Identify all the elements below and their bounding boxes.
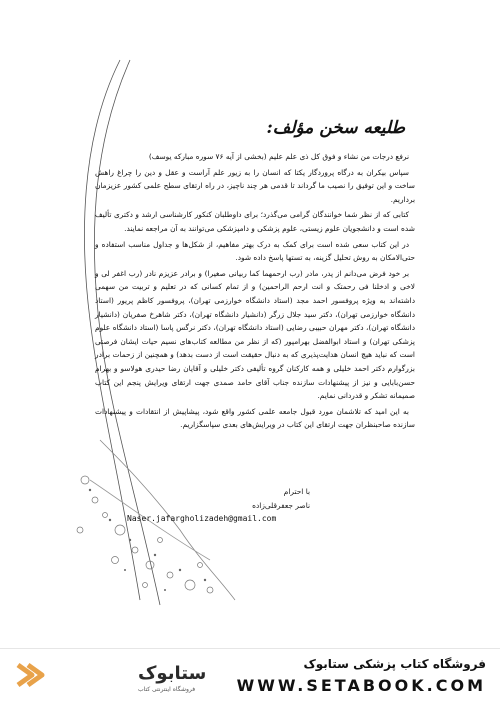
paragraph: کتابی که از نظر شما خوانندگان گرامی می‌گذرد؛ برای داوطلبان کنکور کارشناسی ارشد و دکتری تألیف شده است و دانشجویان علوم زیستی، علوم پزشکی و دامپزشکی می‌توانند به آن مراجعه نمایند. bbox=[95, 210, 415, 233]
paragraph: بر خود فرض می‌دانم از پدر، مادر (رب ارحمهما کما ربیانی صغیرا) و برادر عزیزم نادر (رب اغفر لی و لاخی و ادخلنا فی رحمتک و انت ارحم الراحمین) و از تمام کسانی که در تعلیم و تربیت من سهمی داشته‌اند به ویژه پروفسور احمد مجد (استاد دانشگاه خوارزمی تهران)، پروفسور کاظم پریور (استاد دانشگاه خوارزمی تهران)، دکتر سید جلال زرگر (دانشیار دانشگاه تهران)، دکتر شاهرخ صفریان (دانشیار دانشگاه تهران)، دکتر مهران حبیبی رضایی (استاد دانشگاه تهران)، دکتر نرگس پاسا (استاد دانشگاه علوم پزشکی تهران) و استاد ابوالفضل بهرامپور (که از نظر من مطالعه کتاب‌های نسیم حیات ایشان فرصتی است که نباید هیچ انسان هدایت‌پذیری که به دنبال حقیقت است از دست بدهد) و همچنین از زحمات برادر بزرگوارم دکتر احمد خلیلی و همه کارکنان گروه تألیفی دکتر خلیلی و آقایان رضا حیدری هولاسو و بهرام حسن‌بابایی و نیز از پیشنهادات سازنده جناب آقای حامد صمدی جهت ارتقای ویرایش پنجم این کتاب صمیمانه تشکر و قدردانی نمایم. bbox=[95, 268, 415, 401]
store-name: فروشگاه کتاب پزشکی ستابوک bbox=[303, 657, 486, 671]
paragraph: به این امید که تلاشمان مورد قبول جامعه علمی کشور واقع شود، پیشاپیش از انتقادات و پیشنهادات سازنده صاحبنظران جهت ارتقای این کتاب در ویرایش‌های بعدی سپاسگزاریم. bbox=[95, 406, 415, 430]
signature-name: ناصر جعفرقلی‌زاده bbox=[252, 501, 310, 510]
signature-block bbox=[190, 485, 310, 513]
author-email[interactable]: Naser.jafargholizadeh@gmail.com bbox=[127, 514, 277, 523]
logo-text: ستابوک bbox=[138, 663, 207, 684]
signature-closing: با احترام bbox=[283, 487, 310, 496]
page-title: طلیعه سخن مؤلف: bbox=[266, 118, 405, 138]
footer-banner bbox=[0, 648, 500, 701]
paragraph: نرفع درجات من نشاء و فوق کل ذی علم علیم (بخشی از آیه ۷۶ سوره مبارکه یوسف) bbox=[148, 152, 409, 161]
store-url-link[interactable]: WWW.SETABOOK.COM bbox=[236, 676, 486, 695]
setabook-logo-icon[interactable] bbox=[14, 655, 207, 695]
paragraph: سپاس بیکران به درگاه پروردگار یکتا که انسان را به زیور علم آراست و عقل و دین را چراغ راهش ساخت و این توفیق را نصیب ما گرداند تا قدمی هر چند ناچیز، در راه ارتقای سطح علمی کشور عزیزمان برداریم. bbox=[95, 167, 415, 204]
paragraph: در این کتاب سعی شده است برای کمک به درک بهتر مفاهیم، از شکل‌ها و جداول مناسب استفاده و حتی‌الامکان به روش تحلیل گزینه، به تستها پاسخ داده شود. bbox=[95, 239, 415, 263]
preface-body bbox=[95, 150, 415, 434]
logo-tagline: فروشگاه اینترنتی کتاب bbox=[138, 686, 196, 693]
